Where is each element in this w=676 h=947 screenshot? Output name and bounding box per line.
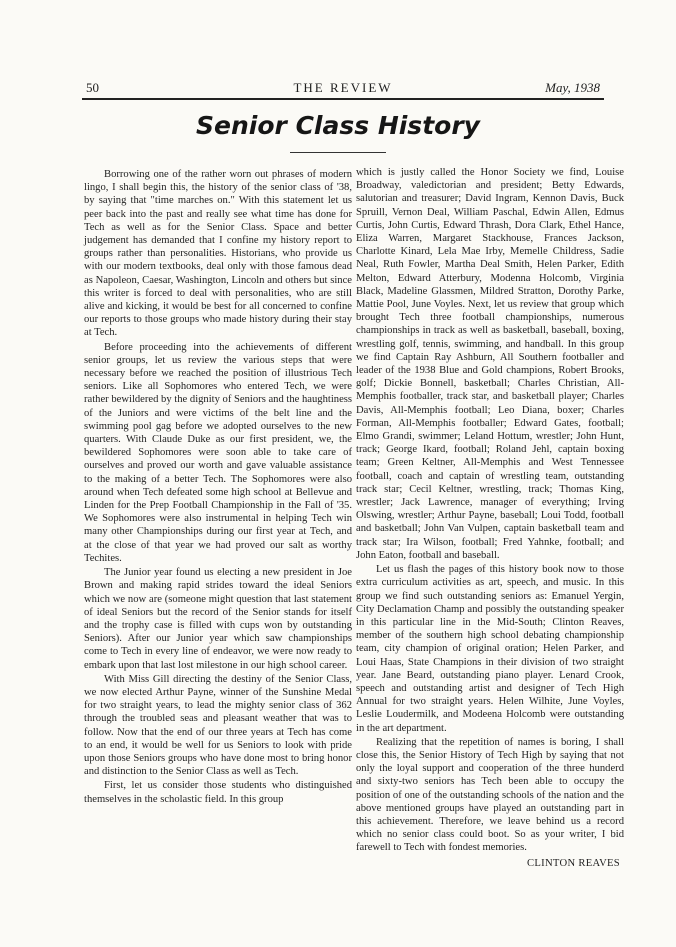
header-rule (82, 98, 604, 100)
paragraph: which is justly called the Honor Society we find, Louise Broadway, valedictorian and president; Betty Edwards, salutorian and treasurer; David Ingram, Kennon Davis, Buck Spruill, Vernon Deal, William Paschal, Edwin Allen, Edmus Curtis, John Curtis, Edward Thrash, Dora Clark, Ethel Hance, Eliza Warren, Margaret Stackhouse, Frances Jackson, Charlotte Kinard, Lela Mae Irby, Memelle Childress, Sadie Neal, Ruth Fowler, Martha Deal Smith, Helen Parker, Edith Melton, Edward Atterbury, Modenna Holcomb, Virginia Black, Madeline Glassmen, Mildred Stratton, Dorothy Parke, Mattie Pool, June Voyles. Next, let us review that group which brought Tech three football championships, numerous championships in track as well as basketball, baseball, boxing, wrestling golf, tennis, swimming, and handball. In this group we find Captain Ray Ashburn, All Southern footballer and leader of the 1938 Blue and Gold champions, Robert Brooks, golf; Dickie Bonnell, basketball; Charles Christian, All-Memphis footballer, track star, and basketball player; Charles Davis, All-Memphis football; Leo Diana, boxer; Charles Forman, All-Memphis footballer; Edward Gates, football; Elmo Grandi, swimmer; Leland Hottum, wrestler; John Hunt, track; George Ikard, football; Roland Jehl, captain boxing team; Green Keltner, All-Memphis and West Tennessee football, coach and captain of wrestling team, outstanding track star; Cecil Keltner, wrestling, track; Thomas King, wrestler; Jack Lawrence, manager of everything; Irving Olswing, wrestler; Arthur Payne, baseball; Loui Todd, football and basketball; John Van Vulpen, captain basketball team and track star; Ira Wilson, football; Fred Yahnke, football; and John Eaton, football and baseball. (356, 167, 624, 561)
issue-date: May, 1938 (545, 80, 600, 95)
page-number: 50 (86, 80, 99, 95)
paragraph: Realizing that the repetition of names is boring, I shall close this, the Senior History of Tech High by saying that not only the loyal support and cooperation of the three hunderd and sixty-two seniors has Tech been able to occupy the position of one of the outstanding schools of the nation and the above mentioned groups have played an outstanding part in this achievement. Therefore, we leave behind us a record which no senior class could boot. So as your writer, I bid farewell to Tech with fondest memories. (356, 736, 624, 854)
paragraph: The Junior year found us electing a new president in Joe Brown and making rapid strides toward the ideal Seniors which we now are (someone might question that last statement of ideal Seniors but the record of the Senior stands for itself and the trophy case is filled with cups won by outstanding Seniors). After our Junior year which saw championships come to Tech in every line of endeavor, we were now ready to embark upon that last lost milestone in our high school career. (84, 567, 352, 671)
title-underline (290, 152, 386, 153)
paragraph: Borrowing one of the rather worn out phrases of modern lingo, I shall begin this, the history of the senior class of '38, by saying that "time marches on." With this statement let us peer back into the past and really see what time has done for Tech as well as for the Senior Class. Space and better judgement has demanded that I confine my history report to groups rather than personalities. Historians, who provide us with our modern textbooks, deal only with those famous dead as Napoleon, Caesar, Washington, Lincoln and others but since this writer is forced to deal with personalities, who are still alive and kicking, it would be best for all concerned to confine our reports to those groups who made history during their stay at Tech. (84, 169, 352, 339)
paragraph: First, let us consider those students who distinguished themselves in the scholastic field. In this group (84, 780, 352, 805)
article-title: Senior Class History (196, 111, 480, 140)
journal-name: THE REVIEW (293, 80, 393, 95)
page-header (86, 80, 600, 98)
left-column (84, 168, 352, 807)
paragraph: Let us flash the pages of this history book now to those extra curriculum activities as art, speech, and music. In this group we find such outstanding seniors as: Emanuel Yergin, City Declamation Champ and possibly the outstanding speaker in this particular line in the Mid-South; Clinton Reaves, member of the southern high school debating championship team, city champion of original oration; Helen Parker, and Loui Haas, State Champions in their division of two straight year. Jane Beard, outstanding piano player. Lenard Crook, speech and outstanding artist and designer of Tech High Annual for two straight years. Helen Wilhite, June Voyles, Leslie Loudermilk, and Modeena Holcomb were outstanding in the art department. (356, 564, 624, 734)
author-signature: CLINTON REAVES (527, 857, 620, 869)
paragraph: With Miss Gill directing the destiny of the Senior Class, we now elected Arthur Payne, winner of the Sunshine Medal for two straight years, to lead the mighty senior class of 362 through the troubled seas and pleasant weather that was to follow. Now that the end of our three years at Tech has come to an end, it would be well for us Seniors to look with pride upon those Seniors groups who have done most to bring honor and distinction to the Senior Class as well as Tech. (84, 673, 352, 778)
paragraph: Before proceeding into the achievements of different senior groups, let us review the various steps that were necessary before we reached the position of illustrious Tech seniors. Like all Sophomores who entered Tech, we were rather bewildered by the dignity of Seniors and the haughtiness of the Juniors and were victims of the belt line and the swimming pool gag before we adopted ourselves to the new quarters. With Claude Duke as our first president, we, the bewildered Sophomores were soon able to take care of ourselves and proved our worth and gave valuable assistance to the making of a better Tech. The Sophomores were also around when Tech defeated some high school at Bellevue and Linden for the Prep Football Championship in the Fall of '35. We Sophomores were also instrumental in helping Tech win many other Championships during our first year at Tech, and at the close of that year we had proved our salt as worthy Techites. (84, 341, 353, 564)
right-column (356, 166, 624, 870)
